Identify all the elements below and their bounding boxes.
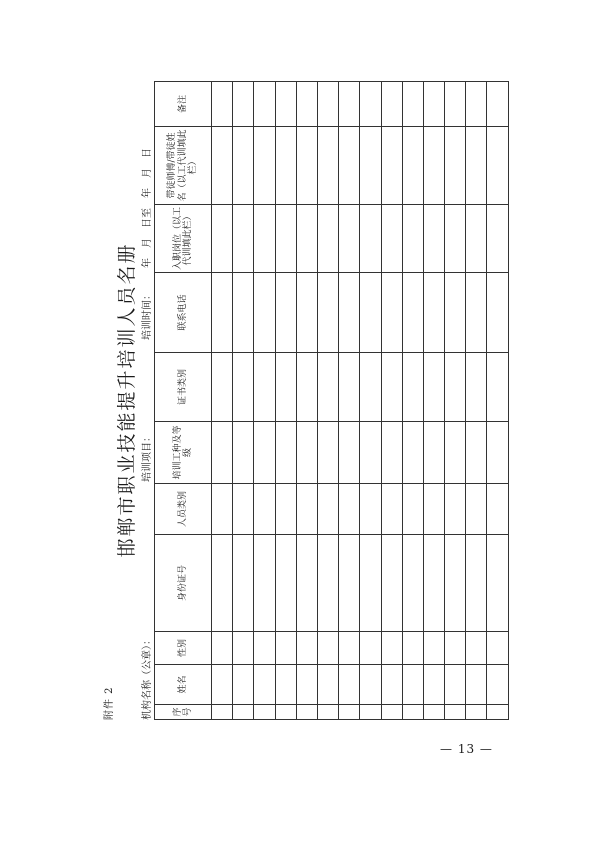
table-cell[interactable] xyxy=(296,127,317,205)
table-cell[interactable] xyxy=(254,632,275,665)
table-cell[interactable] xyxy=(402,632,423,665)
table-cell[interactable] xyxy=(275,273,296,353)
table-cell[interactable] xyxy=(445,205,466,273)
roster-table xyxy=(154,81,509,720)
table-cell[interactable] xyxy=(423,127,444,205)
table-cell[interactable] xyxy=(212,422,233,484)
header-gender: 性别 xyxy=(155,632,212,665)
table-cell[interactable] xyxy=(339,705,360,720)
table-cell[interactable] xyxy=(339,632,360,665)
table-cell[interactable] xyxy=(487,484,508,535)
table-cell[interactable] xyxy=(275,632,296,665)
table-cell[interactable] xyxy=(487,82,508,127)
table-row xyxy=(402,82,423,720)
table-cell[interactable] xyxy=(296,273,317,353)
table-cell[interactable] xyxy=(254,535,275,632)
header-certificate-category: 证书类别 xyxy=(155,353,212,422)
table-cell[interactable] xyxy=(487,705,508,720)
table-cell[interactable] xyxy=(317,422,338,484)
table-cell[interactable] xyxy=(212,205,233,273)
table-cell[interactable] xyxy=(233,705,254,720)
table-cell[interactable] xyxy=(296,353,317,422)
table-cell[interactable] xyxy=(445,273,466,353)
header-mentor: 带徒师傅/带徒姓名（以工代训填此栏） xyxy=(155,127,212,205)
table-cell[interactable] xyxy=(254,82,275,127)
table-cell[interactable] xyxy=(254,484,275,535)
table-row xyxy=(254,82,275,720)
table-cell[interactable] xyxy=(402,273,423,353)
table-cell[interactable] xyxy=(360,127,381,205)
table-cell[interactable] xyxy=(487,127,508,205)
table-cell[interactable] xyxy=(423,353,444,422)
table-cell[interactable] xyxy=(466,632,487,665)
table-cell[interactable] xyxy=(402,705,423,720)
attachment-label: 附件 2 xyxy=(104,686,115,720)
table-row xyxy=(360,82,381,720)
table-cell[interactable] xyxy=(423,632,444,665)
table-row xyxy=(445,82,466,720)
table-cell[interactable] xyxy=(360,632,381,665)
table-cell[interactable] xyxy=(233,665,254,705)
table-cell[interactable] xyxy=(296,632,317,665)
header-id-number: 身份证号 xyxy=(155,535,212,632)
table-cell[interactable] xyxy=(466,82,487,127)
table-cell[interactable] xyxy=(466,353,487,422)
table-cell[interactable] xyxy=(317,205,338,273)
table-cell[interactable] xyxy=(360,205,381,273)
table-cell[interactable] xyxy=(339,665,360,705)
table-cell[interactable] xyxy=(402,665,423,705)
table-cell[interactable] xyxy=(466,273,487,353)
table-cell[interactable] xyxy=(212,535,233,632)
table-cell[interactable] xyxy=(339,422,360,484)
table-cell[interactable] xyxy=(360,665,381,705)
table-cell[interactable] xyxy=(296,535,317,632)
table-cell[interactable] xyxy=(445,422,466,484)
table-cell[interactable] xyxy=(254,273,275,353)
table-cell[interactable] xyxy=(339,127,360,205)
table-cell[interactable] xyxy=(381,422,402,484)
table-row xyxy=(275,82,296,720)
table-cell[interactable] xyxy=(339,273,360,353)
table-cell[interactable] xyxy=(360,82,381,127)
table-cell[interactable] xyxy=(212,665,233,705)
table-cell[interactable] xyxy=(233,422,254,484)
table-row xyxy=(487,82,508,720)
table-cell[interactable] xyxy=(275,665,296,705)
table-cell[interactable] xyxy=(317,127,338,205)
training-time-date-range: 年 月 日至 年 月 日 xyxy=(142,148,153,268)
table-cell[interactable] xyxy=(317,705,338,720)
table-cell[interactable] xyxy=(212,127,233,205)
table-cell[interactable] xyxy=(445,705,466,720)
table-cell[interactable] xyxy=(445,665,466,705)
table-cell[interactable] xyxy=(275,705,296,720)
table-row xyxy=(339,82,360,720)
table-cell[interactable] xyxy=(254,127,275,205)
table-cell[interactable] xyxy=(381,273,402,353)
table-cell[interactable] xyxy=(254,665,275,705)
table-cell[interactable] xyxy=(360,422,381,484)
table-cell[interactable] xyxy=(317,353,338,422)
table-row xyxy=(317,82,338,720)
table-cell[interactable] xyxy=(339,353,360,422)
table-cell[interactable] xyxy=(212,273,233,353)
table-cell[interactable] xyxy=(233,82,254,127)
table-cell[interactable] xyxy=(381,205,402,273)
table-cell[interactable] xyxy=(423,535,444,632)
table-cell[interactable] xyxy=(402,127,423,205)
header-name: 姓名 xyxy=(155,665,212,705)
table-cell[interactable] xyxy=(275,127,296,205)
table-cell[interactable] xyxy=(466,535,487,632)
table-cell[interactable] xyxy=(423,422,444,484)
table-row xyxy=(233,82,254,720)
table-cell[interactable] xyxy=(233,484,254,535)
table-cell[interactable] xyxy=(254,205,275,273)
header-serial-number: 序号 xyxy=(155,705,212,720)
table-cell[interactable] xyxy=(296,422,317,484)
table-cell[interactable] xyxy=(275,422,296,484)
table-cell[interactable] xyxy=(296,665,317,705)
table-cell[interactable] xyxy=(402,422,423,484)
table-cell[interactable] xyxy=(487,535,508,632)
table-cell[interactable] xyxy=(212,82,233,127)
table-cell[interactable] xyxy=(254,705,275,720)
table-cell[interactable] xyxy=(381,535,402,632)
table-cell[interactable] xyxy=(466,484,487,535)
table-cell[interactable] xyxy=(317,535,338,632)
rotated-roster-sheet xyxy=(100,80,500,720)
table-cell[interactable] xyxy=(360,353,381,422)
table-row xyxy=(212,82,233,720)
table-cell[interactable] xyxy=(296,705,317,720)
table-cell[interactable] xyxy=(487,353,508,422)
table-cell[interactable] xyxy=(317,484,338,535)
table-cell[interactable] xyxy=(466,665,487,705)
table-cell[interactable] xyxy=(423,205,444,273)
table-row xyxy=(296,82,317,720)
table-cell[interactable] xyxy=(445,632,466,665)
table-cell[interactable] xyxy=(487,205,508,273)
table-cell[interactable] xyxy=(233,205,254,273)
table-cell[interactable] xyxy=(233,535,254,632)
table-cell[interactable] xyxy=(381,705,402,720)
table-cell[interactable] xyxy=(233,353,254,422)
table-row xyxy=(381,82,402,720)
table-cell[interactable] xyxy=(381,127,402,205)
header-position: 入职岗位（以工代训填此栏） xyxy=(155,205,212,273)
table-cell[interactable] xyxy=(423,273,444,353)
table-cell[interactable] xyxy=(445,535,466,632)
table-cell[interactable] xyxy=(466,127,487,205)
table-cell[interactable] xyxy=(317,82,338,127)
table-cell[interactable] xyxy=(339,205,360,273)
institution-name-label: 机构名称（公章）： xyxy=(142,635,153,720)
document-title: 邯郸市职业技能提升培训人员名册 xyxy=(116,242,138,558)
table-cell[interactable] xyxy=(275,205,296,273)
table-cell[interactable] xyxy=(360,484,381,535)
table-cell[interactable] xyxy=(445,484,466,535)
roster-header-row xyxy=(155,82,212,720)
table-cell[interactable] xyxy=(402,205,423,273)
table-cell[interactable] xyxy=(254,353,275,422)
header-trade-and-level: 培训工种及等级 xyxy=(155,422,212,484)
table-row xyxy=(423,82,444,720)
header-phone: 联系电话 xyxy=(155,273,212,353)
table-row xyxy=(466,82,487,720)
table-cell[interactable] xyxy=(466,205,487,273)
table-cell[interactable] xyxy=(423,484,444,535)
table-cell[interactable] xyxy=(360,705,381,720)
table-cell[interactable] xyxy=(445,353,466,422)
roster-body xyxy=(212,82,509,720)
table-cell[interactable] xyxy=(317,632,338,665)
training-project-label: 培训项目： xyxy=(142,432,153,482)
table-cell[interactable] xyxy=(339,484,360,535)
table-cell[interactable] xyxy=(296,82,317,127)
table-cell[interactable] xyxy=(381,484,402,535)
table-cell[interactable] xyxy=(360,273,381,353)
table-cell[interactable] xyxy=(487,632,508,665)
table-cell[interactable] xyxy=(381,82,402,127)
table-cell[interactable] xyxy=(275,82,296,127)
table-cell[interactable] xyxy=(254,422,275,484)
table-cell[interactable] xyxy=(381,353,402,422)
table-cell[interactable] xyxy=(423,705,444,720)
table-cell[interactable] xyxy=(233,273,254,353)
table-cell[interactable] xyxy=(402,535,423,632)
table-cell[interactable] xyxy=(445,127,466,205)
table-cell[interactable] xyxy=(466,705,487,720)
table-cell[interactable] xyxy=(339,82,360,127)
header-personnel-category: 人员类别 xyxy=(155,484,212,535)
table-cell[interactable] xyxy=(402,353,423,422)
table-cell[interactable] xyxy=(275,484,296,535)
table-cell[interactable] xyxy=(296,205,317,273)
table-cell[interactable] xyxy=(339,535,360,632)
table-cell[interactable] xyxy=(423,665,444,705)
table-cell[interactable] xyxy=(423,82,444,127)
table-cell[interactable] xyxy=(466,422,487,484)
training-time-label: 培训时间： xyxy=(142,290,153,340)
table-cell[interactable] xyxy=(233,127,254,205)
table-cell[interactable] xyxy=(402,484,423,535)
table-cell[interactable] xyxy=(317,665,338,705)
table-cell[interactable] xyxy=(275,353,296,422)
table-cell[interactable] xyxy=(445,82,466,127)
table-cell[interactable] xyxy=(317,273,338,353)
table-cell[interactable] xyxy=(402,82,423,127)
table-cell[interactable] xyxy=(487,422,508,484)
table-cell[interactable] xyxy=(487,273,508,353)
table-cell[interactable] xyxy=(381,665,402,705)
table-cell[interactable] xyxy=(487,665,508,705)
table-cell[interactable] xyxy=(381,632,402,665)
table-cell[interactable] xyxy=(212,705,233,720)
table-cell[interactable] xyxy=(275,535,296,632)
header-remarks: 备注 xyxy=(155,82,212,127)
page-number: — 13 — xyxy=(440,742,493,756)
table-cell[interactable] xyxy=(212,353,233,422)
table-cell[interactable] xyxy=(212,484,233,535)
table-cell[interactable] xyxy=(296,484,317,535)
table-cell[interactable] xyxy=(233,632,254,665)
table-cell[interactable] xyxy=(360,535,381,632)
table-cell[interactable] xyxy=(212,632,233,665)
